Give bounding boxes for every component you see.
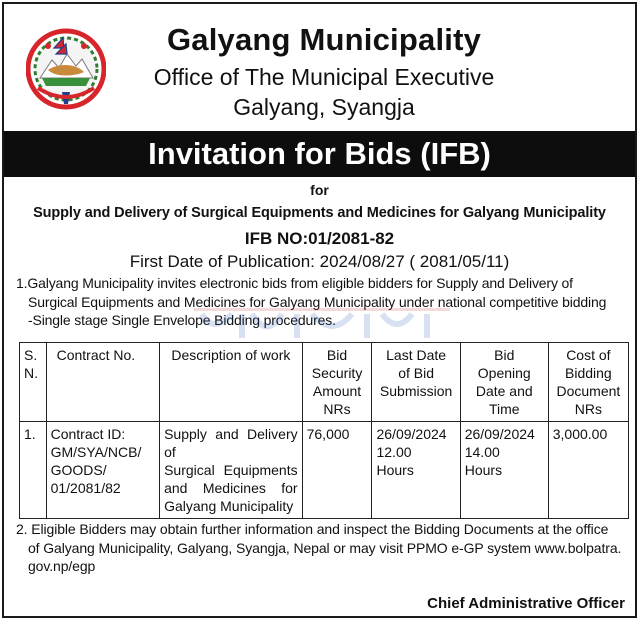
paragraph-2 bbox=[16, 520, 630, 576]
paragraph-1-line: Surgical Equipments and Medicines for Galyang Municipality under national competitive bidding bbox=[28, 293, 607, 310]
paragraph-2-line: of Galyang Municipality, Galyang, Syangja, Nepal or may visit PPMO e-GP system www.bolpatra. bbox=[28, 539, 622, 556]
paragraph-2-line: gov.np/egp bbox=[28, 558, 96, 574]
nepal-emblem-icon bbox=[26, 26, 106, 112]
paragraph-1-line: 1.Galyang Municipality invites electronic bids from eligible bidders for Supply and Delivery of bbox=[16, 275, 573, 291]
cell-bid-security: 76,000 bbox=[302, 422, 372, 519]
bid-subject: Supply and Delivery of Surgical Equipments and Medicines for Galyang Municipality bbox=[33, 205, 606, 221]
header-bid-opening: Bid Opening Date and Time bbox=[460, 343, 548, 422]
cell-bid-opening bbox=[460, 422, 548, 519]
description-line: Supply and Delivery of bbox=[164, 426, 298, 460]
office-subtitle: Office of The Municipal Executive bbox=[153, 64, 495, 90]
signature-title: Chief Administrative Officer bbox=[427, 595, 625, 612]
cell-sn: 1. bbox=[20, 422, 47, 519]
description-line: Surgical Equipments bbox=[164, 462, 298, 478]
last-date-line: 12.00 bbox=[376, 444, 412, 460]
bids-table bbox=[19, 342, 629, 519]
publication-date: First Date of Publication: 2024/08/27 ( 2081/05/11) bbox=[129, 252, 510, 271]
table-header-row bbox=[20, 343, 629, 422]
office-location: Galyang, Syangja bbox=[233, 94, 415, 120]
cell-document-cost: 3,000.00 bbox=[548, 422, 628, 519]
header-sn: S. N. bbox=[20, 343, 47, 422]
last-date-line: Hours bbox=[376, 462, 414, 478]
opening-line: 14.00 bbox=[464, 444, 500, 460]
cell-last-date bbox=[372, 422, 460, 519]
cell-description bbox=[160, 422, 303, 519]
contract-line: 01/2081/82 bbox=[50, 480, 121, 496]
header-document-cost: Cost of Bidding Document NRs bbox=[548, 343, 628, 422]
header-description: Description of work bbox=[160, 343, 303, 422]
for-label: for bbox=[310, 182, 329, 198]
contract-line: Contract ID: bbox=[50, 426, 126, 442]
paragraph-2-line: 2. Eligible Bidders may obtain further information and inspect the Bidding Documents at the office bbox=[16, 521, 609, 537]
ifb-banner: Invitation for Bids (IFB) bbox=[4, 131, 635, 177]
contract-line: GOODS/ bbox=[50, 462, 107, 478]
last-date-line: 26/09/2024 bbox=[376, 426, 447, 442]
ifb-number: IFB NO:01/2081-82 bbox=[244, 229, 395, 248]
contract-line: GM/SYA/NCB/ bbox=[50, 444, 142, 460]
description-line: Galyang Municipality bbox=[164, 498, 294, 514]
description-line: and Medicines for bbox=[164, 480, 298, 496]
watermark-logo bbox=[192, 300, 452, 342]
header-bid-security: Bid Security Amount NRs bbox=[302, 343, 372, 422]
opening-line: Hours bbox=[464, 462, 503, 478]
page-title: Galyang Municipality bbox=[166, 22, 482, 57]
notice-frame bbox=[2, 2, 637, 618]
paragraph-1-line: -Single stage Single Envelope Bidding procedures. bbox=[28, 312, 336, 328]
table-row bbox=[20, 422, 629, 519]
opening-line: 26/09/2024 bbox=[464, 426, 535, 442]
header-contract-no: Contract No. bbox=[46, 343, 160, 422]
header-last-date: Last Date of Bid Submission bbox=[372, 343, 460, 422]
header bbox=[4, 4, 635, 131]
cell-contract-no bbox=[46, 422, 160, 519]
